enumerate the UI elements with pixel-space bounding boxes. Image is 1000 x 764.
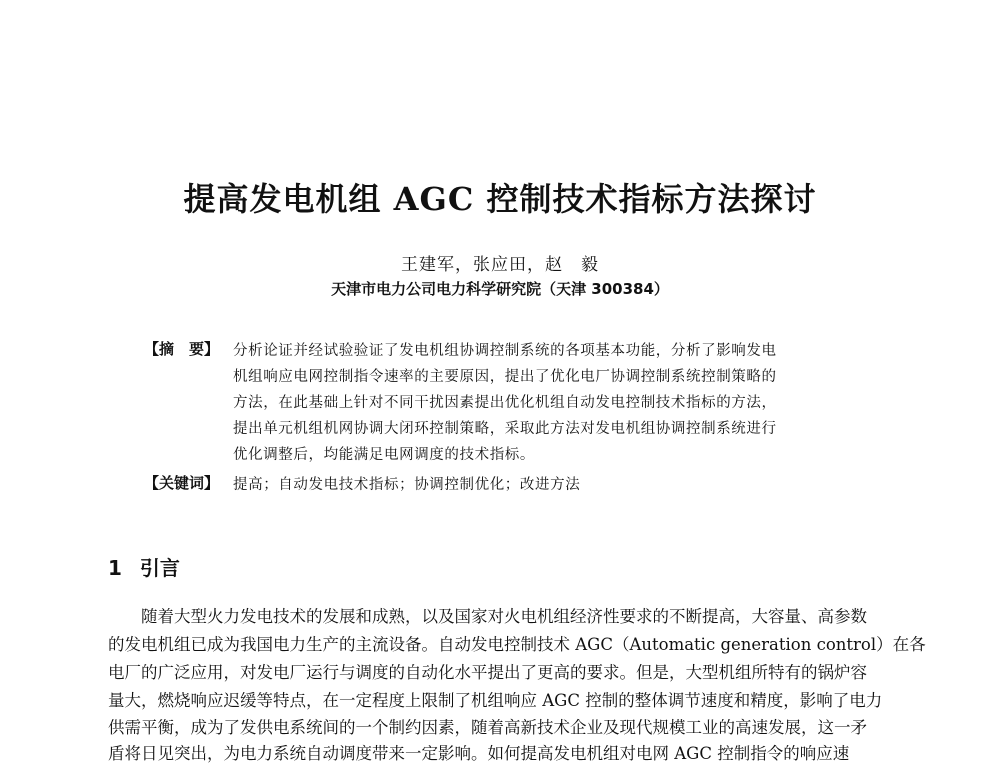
- section-number: 1: [108, 556, 122, 580]
- keywords-label: 【关键词】: [144, 474, 220, 492]
- body-line: 供需平衡，成为了发供电系统间的一个制约因素，随着高新技术企业及现代规模工业的高速发展，这一矛: [108, 718, 867, 737]
- section-heading: [108, 552, 180, 581]
- body-line: 的发电机组已成为我国电力生产的主流设备。自动发电控制技术 AGC（Automatic generation control）在各: [108, 635, 926, 654]
- abstract-line: 优化调整后，均能满足电网调度的技术指标。: [233, 447, 535, 463]
- body-line: 量大，燃烧响应迟缓等特点，在一定程度上限制了机组响应 AGC 控制的整体调节速度和精度，影响了电力: [108, 691, 883, 710]
- abstract-line: 分析论证并经试验验证了发电机组协调控制系统的各项基本功能，分析了影响发电: [233, 343, 777, 359]
- paper-title: 提高发电机组 AGC 控制技术指标方法探讨: [183, 180, 817, 218]
- abstract-label: 【摘 要】: [144, 340, 220, 358]
- abstract-line: 方法，在此基础上针对不同干扰因素提出优化机组自动发电控制技术指标的方法，: [233, 395, 777, 411]
- author-list: 王建军，张应田，赵 毅: [401, 255, 599, 275]
- abstract-line: 提出单元机组机网协调大闭环控制策略，采取此方法对发电机组协调控制系统进行: [233, 421, 777, 437]
- body-line: 电厂的广泛应用，对发电厂运行与调度的自动化水平提出了更高的要求。但是，大型机组所特有的锅炉容: [108, 663, 867, 682]
- body-line: 盾将日见突出，为电力系统自动调度带来一定影响。如何提高发电机组对电网 AGC 控制指令的响应速: [108, 744, 850, 763]
- body-line: 随着大型火力发电技术的发展和成熟，以及国家对火电机组经济性要求的不断提高，大容量、高参数: [108, 607, 867, 626]
- section-title: 引言: [139, 556, 180, 580]
- keywords-text: 提高；自动发电技术指标；协调控制优化；改进方法: [233, 477, 581, 493]
- affiliation: 天津市电力公司电力科学研究院（天津 300384）: [331, 280, 669, 298]
- abstract-line: 机组响应电网控制指令速率的主要原因，提出了优化电厂协调控制系统控制策略的: [233, 369, 777, 385]
